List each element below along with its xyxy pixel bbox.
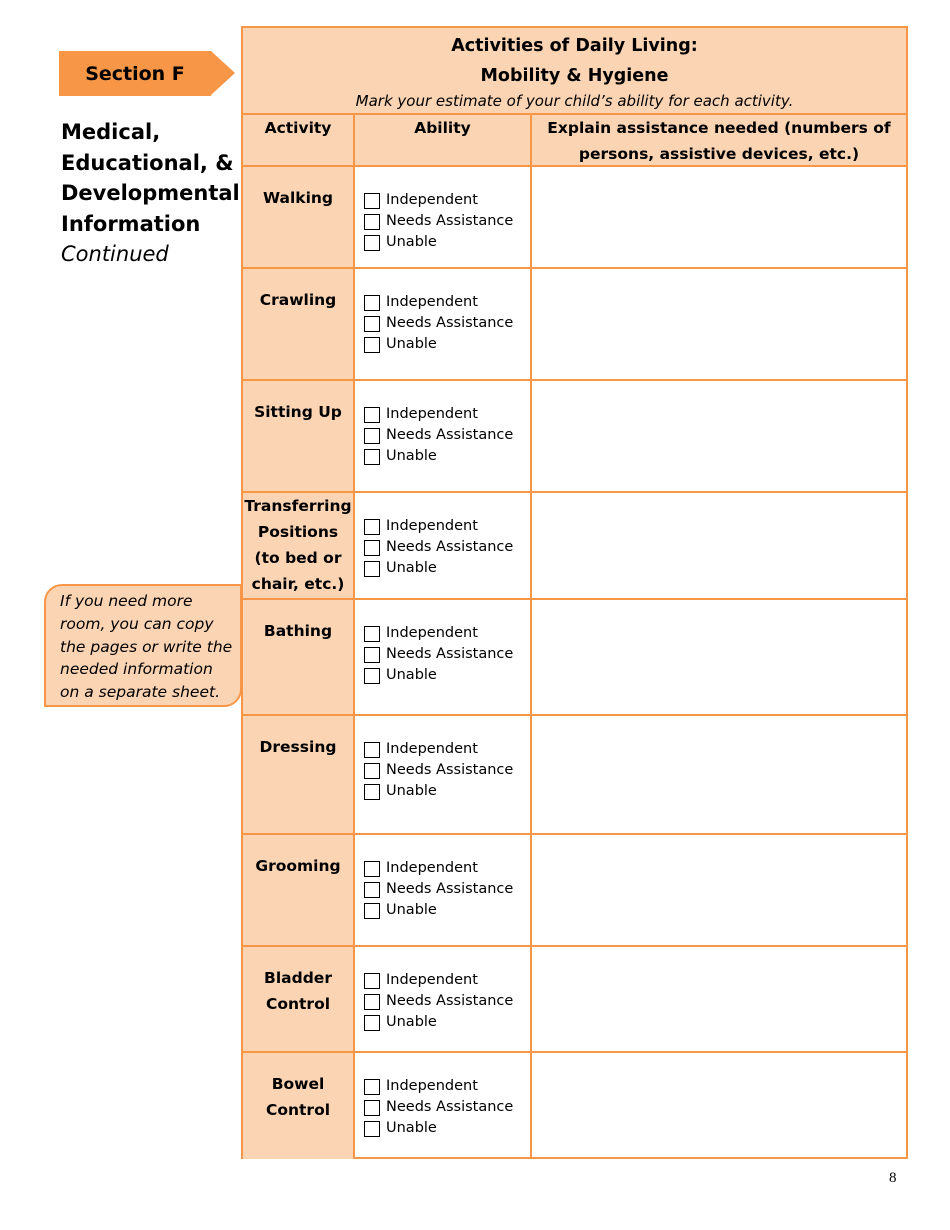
checkbox-label: Needs Assistance: [386, 213, 514, 229]
section-tab: [59, 51, 211, 96]
activity-label: Grooming: [243, 835, 353, 945]
page-number: 8: [889, 1170, 897, 1186]
checkbox-label: Unable: [386, 1120, 437, 1136]
activity-row: [243, 167, 906, 269]
checkbox[interactable]: [364, 337, 380, 353]
checkbox[interactable]: [364, 763, 380, 779]
checkbox-label: Independent: [386, 972, 478, 988]
checkbox[interactable]: [364, 449, 380, 465]
form-instructions: Mark your estimate of your child’s ability for each activity.: [355, 92, 794, 110]
checkbox[interactable]: [364, 882, 380, 898]
ability-option: [364, 446, 513, 467]
activity-row: [243, 269, 906, 381]
ability-option: [364, 190, 513, 211]
checkbox[interactable]: [364, 1121, 380, 1137]
checkbox[interactable]: [364, 1079, 380, 1095]
form-header: [243, 28, 906, 115]
section-title: [61, 117, 241, 270]
section-tab-label: Section F: [85, 62, 185, 85]
checkbox[interactable]: [364, 540, 380, 556]
ability-option: [364, 900, 513, 921]
activity-label: Bathing: [243, 600, 353, 714]
ability-option: [364, 1118, 513, 1139]
ability-option: [364, 232, 513, 253]
explain-field[interactable]: [532, 167, 906, 267]
ability-option: [364, 558, 513, 579]
checkbox[interactable]: [364, 1100, 380, 1116]
checkbox[interactable]: [364, 742, 380, 758]
ability-option: [364, 404, 513, 425]
checkbox-label: Independent: [386, 294, 478, 310]
explain-field[interactable]: [532, 835, 906, 945]
checkbox[interactable]: [364, 903, 380, 919]
ability-option: [364, 425, 513, 446]
explain-field[interactable]: [532, 947, 906, 1051]
ability-option: [364, 665, 513, 686]
ability-options: [364, 739, 513, 802]
checkbox-label: Needs Assistance: [386, 1099, 514, 1115]
activity-label: Transferring Positions (to bed or chair, etc.): [243, 493, 353, 598]
activity-label: Crawling: [243, 269, 353, 379]
activity-label: Bladder Control: [243, 947, 353, 1051]
section-subtitle: Continued: [61, 242, 169, 266]
checkbox-label: Independent: [386, 625, 478, 641]
activity-row: [243, 947, 906, 1053]
ability-options: [364, 516, 513, 579]
checkbox-label: Independent: [386, 741, 478, 757]
explain-field[interactable]: [532, 716, 906, 833]
ability-option: [364, 516, 513, 537]
checkbox[interactable]: [364, 193, 380, 209]
checkbox-label: Unable: [386, 234, 437, 250]
activity-row: [243, 716, 906, 835]
ability-options: [364, 404, 513, 467]
checkbox[interactable]: [364, 295, 380, 311]
checkbox[interactable]: [364, 316, 380, 332]
checkbox[interactable]: [364, 973, 380, 989]
ability-options: [364, 970, 513, 1033]
activity-label: Sitting Up: [243, 381, 353, 491]
ability-option: [364, 991, 513, 1012]
checkbox[interactable]: [364, 561, 380, 577]
checkbox[interactable]: [364, 235, 380, 251]
ability-option: [364, 211, 513, 232]
ability-option: [364, 1012, 513, 1033]
checkbox-label: Needs Assistance: [386, 646, 514, 662]
ability-option: [364, 739, 513, 760]
checkbox-label: Unable: [386, 783, 437, 799]
checkbox-label: Independent: [386, 860, 478, 876]
explain-field[interactable]: [532, 493, 906, 598]
checkbox-label: Needs Assistance: [386, 993, 514, 1009]
checkbox-label: Needs Assistance: [386, 427, 514, 443]
checkbox-label: Independent: [386, 518, 478, 534]
checkbox-label: Needs Assistance: [386, 762, 514, 778]
checkbox[interactable]: [364, 428, 380, 444]
ability-option: [364, 781, 513, 802]
form-subtitle: Mobility & Hygiene: [480, 66, 669, 86]
column-header-activity: Activity: [243, 115, 353, 167]
explain-field[interactable]: [532, 381, 906, 491]
column-divider: [530, 115, 532, 1157]
activity-label: Bowel Control: [243, 1053, 353, 1159]
activity-label: Dressing: [243, 716, 353, 833]
column-header-ability: Ability: [355, 115, 530, 167]
checkbox[interactable]: [364, 994, 380, 1010]
activity-row: [243, 493, 906, 600]
section-title-line: Educational, &: [61, 150, 234, 175]
explain-field[interactable]: [532, 269, 906, 379]
ability-option: [364, 879, 513, 900]
copy-pages-note: If you need more room, you can copy the pages or write the needed information on a separate sheet.: [44, 584, 242, 707]
activity-row: [243, 1053, 906, 1159]
checkbox-label: Independent: [386, 1078, 478, 1094]
checkbox[interactable]: [364, 519, 380, 535]
ability-option: [364, 644, 513, 665]
ability-options: [364, 858, 513, 921]
ability-option: [364, 1076, 513, 1097]
column-header-explain: Explain assistance needed (numbers of persons, assistive devices, etc.): [532, 115, 906, 167]
ability-options: [364, 1076, 513, 1139]
checkbox[interactable]: [364, 668, 380, 684]
form-title: Activities of Daily Living:: [451, 36, 698, 56]
checkbox[interactable]: [364, 647, 380, 663]
checkbox-label: Needs Assistance: [386, 539, 514, 555]
ability-options: [364, 623, 513, 686]
ability-option: [364, 1097, 513, 1118]
checkbox[interactable]: [364, 626, 380, 642]
checkbox-label: Unable: [386, 560, 437, 576]
explain-field[interactable]: [532, 1053, 906, 1159]
checkbox[interactable]: [364, 214, 380, 230]
checkbox-label: Unable: [386, 336, 437, 352]
adl-form: [241, 26, 908, 1159]
checkbox-label: Unable: [386, 902, 437, 918]
checkbox-label: Needs Assistance: [386, 881, 514, 897]
ability-option: [364, 760, 513, 781]
ability-option: [364, 313, 513, 334]
checkbox-label: Unable: [386, 448, 437, 464]
ability-option: [364, 623, 513, 644]
checkbox-label: Unable: [386, 1014, 437, 1030]
ability-option: [364, 334, 513, 355]
ability-option: [364, 292, 513, 313]
ability-options: [364, 190, 513, 253]
checkbox-label: Needs Assistance: [386, 315, 514, 331]
ability-option: [364, 858, 513, 879]
column-divider: [353, 115, 355, 1157]
checkbox[interactable]: [364, 407, 380, 423]
activity-label: Walking: [243, 167, 353, 267]
ability-options: [364, 292, 513, 355]
checkbox-label: Independent: [386, 406, 478, 422]
activity-row: [243, 835, 906, 947]
checkbox[interactable]: [364, 1015, 380, 1031]
checkbox[interactable]: [364, 784, 380, 800]
section-title-line: Information: [61, 211, 201, 236]
activity-row: [243, 600, 906, 716]
checkbox-label: Independent: [386, 192, 478, 208]
checkbox-label: Unable: [386, 667, 437, 683]
section-title-line: Developmental: [61, 181, 240, 205]
ability-option: [364, 537, 513, 558]
ability-option: [364, 970, 513, 991]
activity-row: [243, 381, 906, 493]
checkbox[interactable]: [364, 861, 380, 877]
explain-field[interactable]: [532, 600, 906, 714]
section-title-line: Medical,: [61, 120, 161, 144]
